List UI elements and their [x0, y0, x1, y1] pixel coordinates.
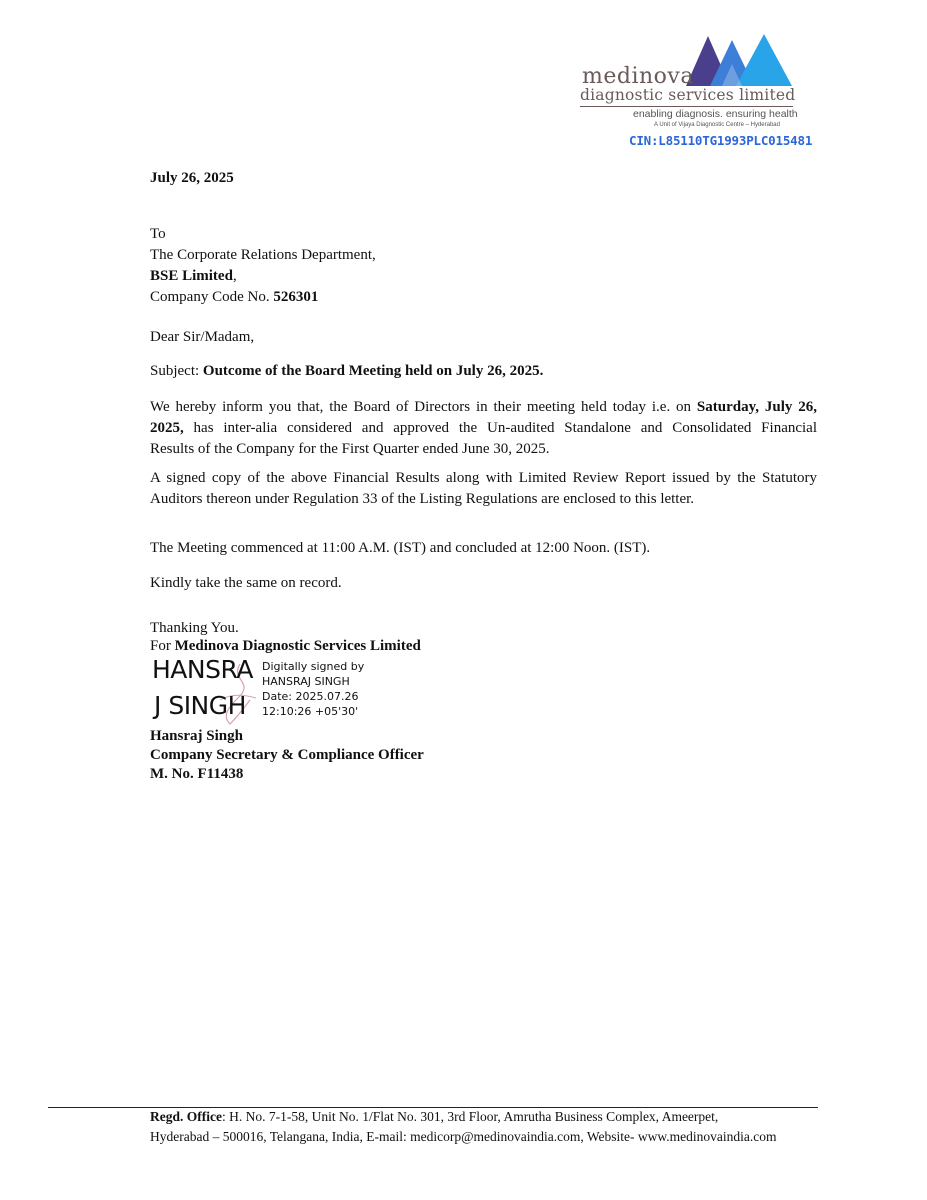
signatory-membership: M. No. F11438: [150, 766, 244, 782]
signature-info-2: HANSRAJ SINGH: [262, 675, 350, 688]
footer-address-line-1: Regd. Office: H. No. 7-1-58, Unit No. 1/Flat No. 301, 3rd Floor, Amrutha Business Complex, Ameerpet,: [150, 1109, 719, 1124]
closing: Thanking You.: [150, 620, 239, 636]
signature-info-1: Digitally signed by: [262, 660, 365, 673]
address-to: To: [150, 226, 166, 242]
paragraph-meeting-time: The Meeting commenced at 11:00 A.M. (IST) and concluded at 12:00 Noon. (IST).: [150, 540, 651, 556]
paragraph-signed-copy: A signed copy of the above Financial Results along with Limited Review Report issued by the Statutory Auditors thereon under Regulation 33 of the Listing Regulations are enclosed to this letter.: [150, 470, 817, 507]
signature-name-line-1: HANSRA: [152, 655, 253, 684]
signature-info-3: Date: 2025.07.26: [262, 690, 359, 703]
signature-name-line-2: J SINGH: [154, 691, 246, 720]
salutation: Dear Sir/Madam,: [150, 329, 255, 345]
signatory-title: Company Secretary & Compliance Officer: [150, 747, 424, 763]
paragraph-record: Kindly take the same on record.: [150, 575, 342, 591]
signature-info-4: 12:10:26 +05'30': [262, 705, 359, 718]
recipient-organization: BSE Limited,: [150, 268, 237, 284]
company-code: Company Code No. 526301: [150, 289, 319, 305]
medinova-logo-icon: [686, 34, 794, 86]
paragraph-board-approval: We hereby inform you that, the Board of Directors in their meeting held today i.e. on Saturday, July 26, 2025, has inter-alia considered and approved the Un-audited Standalone and Consolidated Financial Results of the Company for the First Quarter ended June 30, 2025.: [150, 399, 817, 457]
letter-date: July 26, 2025: [150, 170, 234, 186]
signatory-name: Hansraj Singh: [150, 728, 243, 744]
footer-address-line-2: Hyderabad – 500016, Telangana, India, E-mail: medicorp@medinovaindia.com, Website- www.medinovaindia.com: [150, 1129, 777, 1144]
company-logo-name: medinova: [582, 64, 694, 89]
cin-number: CIN:L85110TG1993PLC015481: [629, 133, 813, 148]
subject-line: Subject: Outcome of the Board Meeting held on July 26, 2025.: [150, 363, 544, 379]
recipient-department: The Corporate Relations Department,: [150, 247, 376, 263]
logo-divider: [580, 106, 793, 107]
company-logo-subtitle: diagnostic services limited: [580, 86, 796, 104]
company-tagline: enabling diagnosis. ensuring health: [633, 108, 798, 120]
for-company: For Medinova Diagnostic Services Limited: [150, 638, 421, 654]
unit-note: A Unit of Vijaya Diagnostic Centre – Hyderabad: [654, 122, 780, 128]
